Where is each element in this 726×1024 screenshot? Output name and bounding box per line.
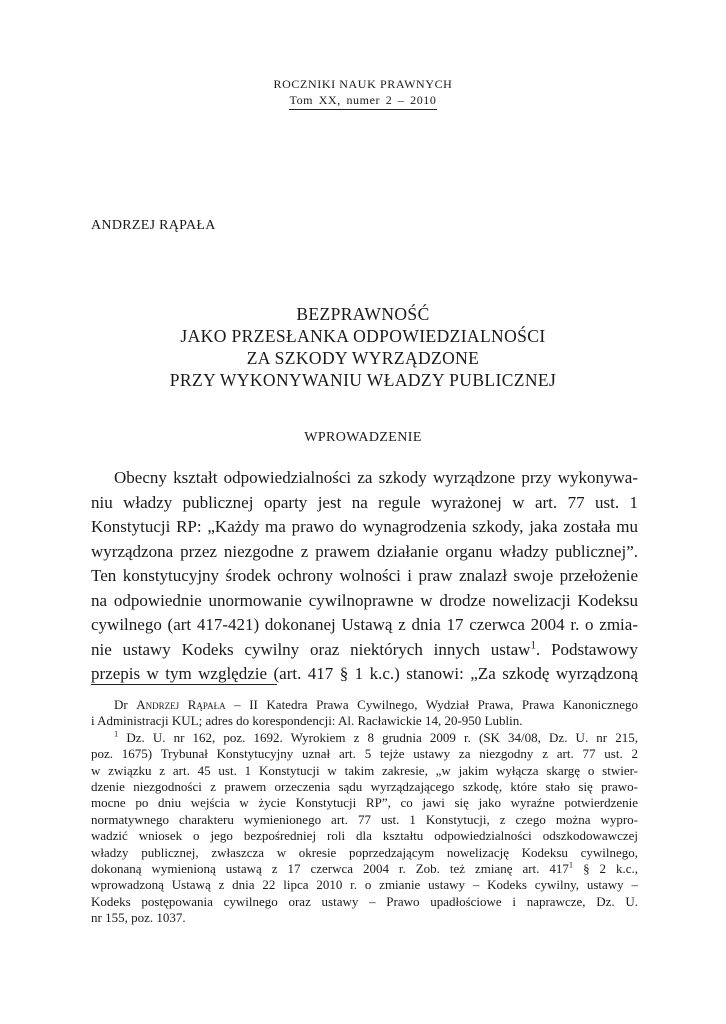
footnote-text: § 2 k.c., bbox=[573, 861, 638, 877]
footnote-line bbox=[91, 730, 638, 746]
footnote-line: Kodeks postępowania cywilnego oraz ustawy – Prawo upadłościowe i naprawcze, Dz. U. bbox=[91, 893, 638, 909]
author-name: ANDRZEJ RĄPAŁA bbox=[91, 218, 216, 233]
body-line-text: . Podstawowy bbox=[535, 639, 638, 659]
body-line-text: nie ustawy Kodeks cywilny oraz niektórych innych ustaw bbox=[91, 639, 531, 659]
footnote-line bbox=[91, 861, 638, 877]
title-line: BEZPRAWNOŚĆ bbox=[296, 304, 430, 324]
body-line: niu władzy publicznej oparty jest na regule wyrażonej w art. 77 ust. 1 bbox=[91, 492, 638, 512]
footnote-line: wadzić wniosek o jego bezpośredniej roli dla kształtu odpowiedzialności odszkodowawczej bbox=[91, 828, 638, 844]
issue-info: Tom XX, numer 2 – 2010 bbox=[289, 92, 436, 110]
section-heading: WPROWADZENIE bbox=[304, 430, 422, 445]
footnote-author-line bbox=[91, 697, 638, 713]
body-line: Ten konstytucyjny środek ochrony wolności i praw znalazł swoje przełożenie bbox=[91, 566, 638, 585]
footnote-line: dzenie niezgodności z prawem orzeczenia sądu wyrządzającego szkodę, które stało się prawo- bbox=[91, 779, 638, 795]
footnote-text: – II Katedra Prawa Cywilnego, Wydział Prawa, Prawa Kanonicznego bbox=[225, 697, 638, 712]
footnote-number: 1 bbox=[114, 729, 119, 739]
footnote-line: władzy publicznej, zwłaszcza w okresie poprzedzającym nowelizację Kodeksu cywilnego, bbox=[91, 844, 638, 860]
title-line: PRZY WYKONYWANIU WŁADZY PUBLICZNEJ bbox=[169, 370, 557, 390]
body-paragraph bbox=[91, 466, 638, 687]
footnote-author-name: Andrzej Rąpała bbox=[136, 697, 226, 712]
body-line: na odpowiednie unormowanie cywilnoprawne w drodze nowelizacji Kodeksu bbox=[91, 590, 638, 610]
footnote-line: wprowadzoną Ustawą z dnia 22 lipca 2010 r. o zmianie ustawy – Kodeks cywilny, ustawy – bbox=[91, 877, 638, 893]
footnote-line: w związku z art. 45 ust. 1 Konstytucji w takim zakresie, „w jakim wyłącza skargę o stwier- bbox=[91, 762, 638, 778]
body-line: Obecny kształt odpowiedzialności za szkody wyrządzone przy wykonywa- bbox=[114, 468, 638, 487]
body-line: Konstytucji RP: „Każdy ma prawo do wynagrodzenia szkody, jaka została mu bbox=[91, 517, 638, 536]
journal-name: ROCZNIKI NAUK PRAWNYCH bbox=[273, 77, 453, 91]
footnote-line: poz. 1675) Trybunał Konstytucyjny uznał art. 5 tejże ustawy za niezgodny z art. 77 ust. 2 bbox=[91, 746, 638, 762]
footnote-line: nr 155, poz. 1037. bbox=[91, 910, 186, 926]
body-line: cywilnego (art 417-421) dokonanej Ustawą z dnia 17 czerwca 2004 r. o zmia- bbox=[91, 615, 638, 634]
running-head bbox=[0, 76, 726, 110]
footnote-text: Dr bbox=[114, 697, 137, 712]
footnote-ref[interactable]: 1 bbox=[530, 638, 536, 651]
body-line: wyrządzona przez niezgodne z prawem działanie organu władzy publicznej”. bbox=[91, 541, 638, 561]
body-line bbox=[91, 638, 638, 663]
superscript: 1 bbox=[568, 861, 574, 870]
footnote-line: normatywnego charakteru wymienionego art. 77 ust. 1 Konstytucji, z czego można wypro- bbox=[91, 811, 638, 827]
title-line: ZA SZKODY WYRZĄDZONE bbox=[246, 348, 480, 368]
footnote-line: mocne po dniu wejścia w życie Konstytucji RP”, co jawi się jako wyraźne potwierdzenie bbox=[91, 795, 638, 811]
body-line: przepis w tym względzie (art. 417 § 1 k.c.) stanowi: „Za szkodę wyrządzoną bbox=[91, 664, 638, 683]
footnote-divider bbox=[91, 684, 277, 685]
footnote-line: i Administracji KUL; adres do korespondencji: Al. Racławickie 14, 20-950 Lublin. bbox=[91, 713, 523, 729]
footnote-text: Dz. U. nr 162, poz. 1692. Wyrokiem z 8 grudnia 2009 r. (SK 34/08, Dz. U. nr 215, bbox=[118, 729, 638, 745]
article-title bbox=[0, 303, 726, 391]
footnote-text: dokonaną wymienioną ustawą z 17 czerwca 2004 r. Zob. też zmianę art. 417 bbox=[91, 861, 569, 877]
title-line: JAKO PRZESŁANKA ODPOWIEDZIALNOŚCI bbox=[180, 326, 546, 346]
footnotes bbox=[91, 697, 638, 927]
